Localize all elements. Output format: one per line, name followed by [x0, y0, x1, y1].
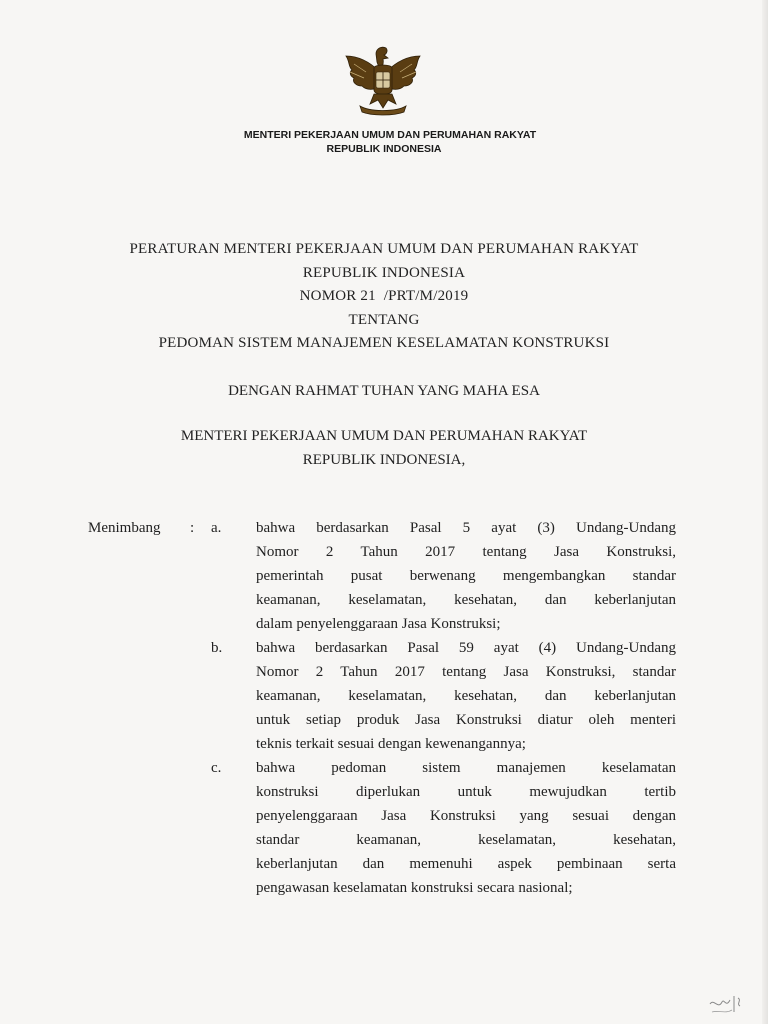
item-c-line: konstruksi diperlukan untuk mewujudkan tertib	[256, 784, 676, 800]
ministry-header	[0, 128, 768, 156]
considering-colon: :	[190, 520, 195, 536]
item-a-line: dalam penyelenggaraan Jasa Konstruksi;	[256, 616, 501, 632]
ministry-header-line2: REPUBLIK INDONESIA	[326, 143, 442, 155]
regulation-title	[0, 238, 768, 356]
item-b-line: keamanan, keselamatan, kesehatan, dan keberlanjutan	[256, 688, 676, 704]
item-b-line: teknis terkait sesuai dengan kewenangannya;	[256, 736, 526, 752]
considering-item-a	[256, 516, 676, 636]
considering-item-b	[256, 636, 676, 756]
item-c-line: keberlanjutan dan memenuhi aspek pembinaan serta	[256, 856, 676, 872]
item-c-line: pengawasan keselamatan konstruksi secara nasional;	[256, 880, 573, 896]
item-c-line: standar keamanan, keselamatan, kesehatan,	[256, 832, 676, 848]
title-about: TENTANG	[348, 311, 420, 328]
handwritten-initial-icon	[706, 990, 746, 1018]
ministry-header-line1: MENTERI PEKERJAAN UMUM DAN PERUMAHAN RAKYAT	[243, 129, 537, 141]
scan-edge	[762, 0, 768, 1024]
regulation-subject: PEDOMAN SISTEM MANAJEMEN KESELAMATAN KONSTRUKSI	[158, 335, 610, 351]
regulation-number: NOMOR 21 /PRT/M/2019	[299, 288, 469, 304]
item-marker-c: c.	[211, 760, 222, 776]
title-line1: PERATURAN MENTERI PEKERJAAN UMUM DAN PERUMAHAN RAKYAT	[129, 241, 639, 257]
item-marker-a: a.	[211, 520, 222, 536]
item-a-line: Nomor 2 Tahun 2017 tentang Jasa Konstruksi,	[256, 544, 676, 560]
item-c-line: penyelenggaraan Jasa Konstruksi yang sesuai dengan	[256, 808, 676, 824]
preamble: DENGAN RAHMAT TUHAN YANG MAHA ESA	[228, 383, 540, 399]
item-c-line: bahwa pedoman sistem manajemen keselamatan	[256, 760, 676, 776]
authority-line1: MENTERI PEKERJAAN UMUM DAN PERUMAHAN RAKYAT	[180, 428, 588, 444]
item-a-line: keamanan, keselamatan, kesehatan, dan keberlanjutan	[256, 592, 676, 608]
item-b-line: bahwa berdasarkan Pasal 59 ayat (4) Undang-Undang	[256, 640, 676, 656]
authority-line2: REPUBLIK INDONESIA,	[302, 452, 466, 468]
item-b-line: untuk setiap produk Jasa Konstruksi diatur oleh menteri	[256, 712, 676, 728]
item-a-line: pemerintah pusat berwenang mengembangkan standar	[256, 568, 676, 584]
item-b-line: Nomor 2 Tahun 2017 tentang Jasa Konstruksi, standar	[256, 664, 676, 680]
item-a-line: bahwa berdasarkan Pasal 5 ayat (3) Undang-Undang	[256, 520, 676, 536]
considering-label: Menimbang	[88, 520, 161, 536]
issuing-authority	[0, 424, 768, 472]
considering-item-c	[256, 756, 676, 900]
title-line2: REPUBLIK INDONESIA	[302, 264, 466, 281]
garuda-emblem-icon	[340, 42, 426, 120]
item-marker-b: b.	[211, 640, 223, 656]
